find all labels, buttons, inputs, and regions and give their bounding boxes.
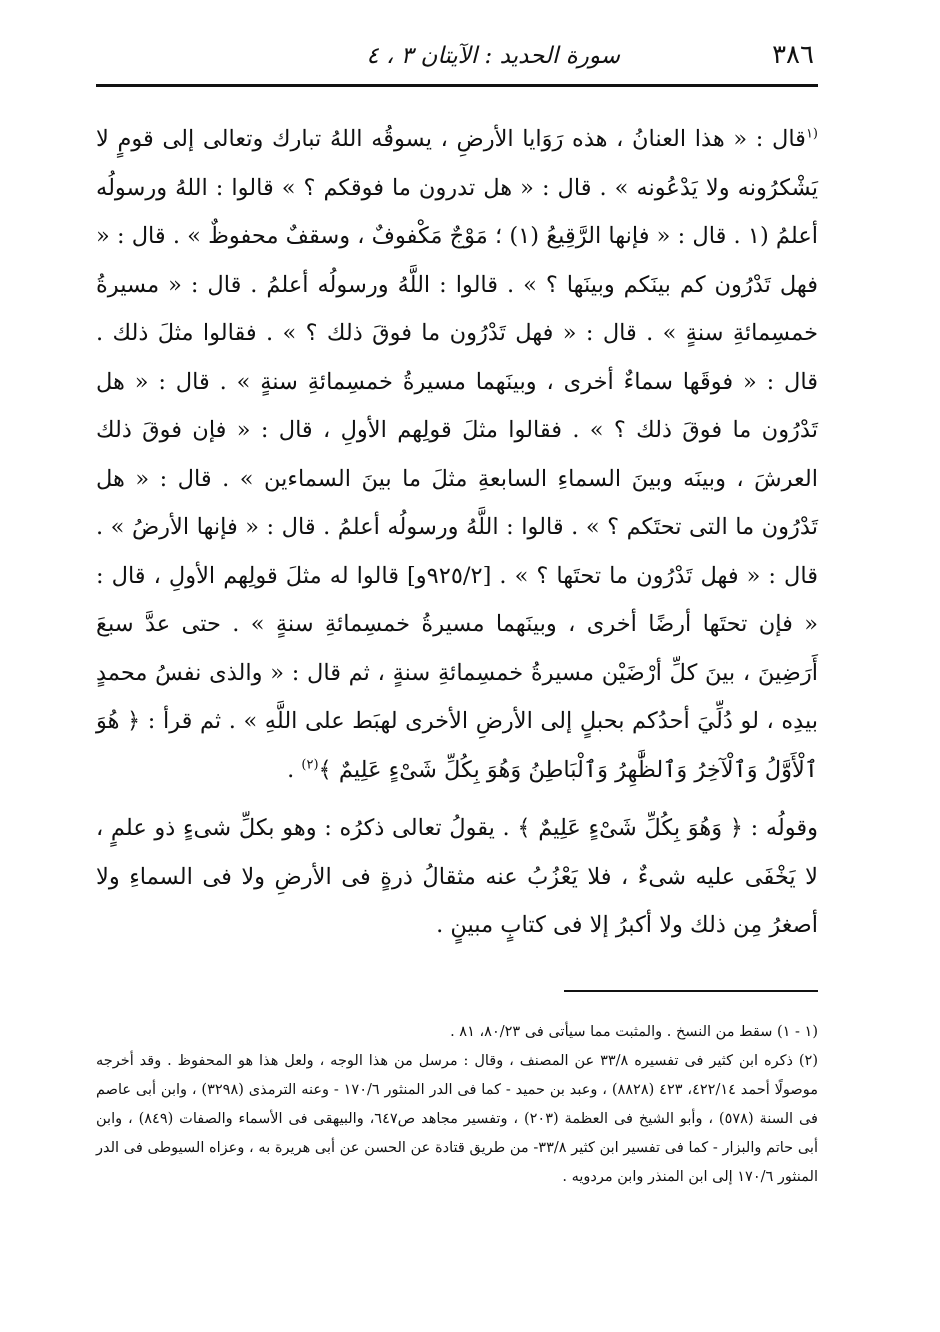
- paragraph: [96, 115, 818, 794]
- book-page: [96, 40, 818, 1192]
- paragraph-text: وقولُه : ﴿ وَهُوَ بِكُلِّ شَىْءٍ عَلِيمٌ ﴾ . يقولُ تعالى ذكرُه : وهو بكلِّ شىءٍ ذو علمٍ ، لا يَخْفَى عليه شىءٌ ، فلا يَعْزُبُ عنه مثقالُ ذرةٍ فى الأرضِ ولا فى السماءِ ولا أصغرُ مِن ذلك ولا أكبرُ إلا فى كتابٍ مبينٍ .: [96, 815, 818, 938]
- paragraph: [96, 804, 818, 950]
- running-title: سورة الحديد : الآيتان ٣ ، ٤: [366, 43, 620, 69]
- main-text: [96, 115, 818, 950]
- paragraph-end: .: [287, 756, 302, 783]
- running-header: [96, 40, 818, 87]
- footnote-marker: (١: [805, 126, 818, 142]
- footnote: (٢) ذكره ابن كثير فى تفسيره ٣٣/٨ عن المصنف ، وقال : مرسل من هذا الوجه ، ولعل هذا هو المحفوظ . وقد أخرجه موصولًا أحمد ٤٢٢/١٤، ٤٢٣ (٨٨٢٨) ، وعبد بن حميد - كما فى الدر المنثور ١٧٠/٦ - وعنه الترمذى (٣٢٩٨) ، وابن أبى عاصم فى السنة (٥٧٨) ، وأبو الشيخ فى العظمة (٢٠٣) ، وتفسير مجاهد ص٦٤٧، والبيهقى فى الأسماء والصفات (٨٤٩) ، وابن أبى حاتم والبزار - كما فى تفسير ابن كثير ٣٣/٨- من طريق قتادة عن الحسن عن أبى هريرة به ، وعزاه السيوطى فى الدر المنثور ١٧٠/٦ إلى ابن المنذر وابن مردويه .: [96, 1052, 818, 1185]
- paragraph-text: قال : « هذا العنانُ ، هذه رَوَايا الأرضِ ، يسوقُه اللهُ تبارك وتعالى إلى قومٍ لا يَشْكرُونه ولا يَدْعُونه » . قال : « هل تدرون ما فوقكم ؟ » قالوا : اللهُ ورسولُه أعلمُ (١ . قال : « فإنها الرَّقِيعُ (١) ؛ مَوْجٌ مَكْفوفٌ ، وسقفٌ محفوظٌ » . قال : « فهل تَدْرُون كم بينَكم وبينَها ؟ » . قالوا : اللَّهُ ورسولُه أعلمُ . قال : « مسيرةُ خمسِمائةِ سنةٍ » . قال : « فهل تَدْرُون ما فوقَ ذلك ؟ » . فقالوا مثلَ ذلك . قال : « فوقَها سماءٌ أخرى ، وبينَهما مسيرةُ خمسِمائةِ سنةٍ » . قال : « هل تَدْرُون ما فوقَ ذلك ؟ » . فقالوا مثلَ قولِهم الأولِ ، قال : « فإن فوقَ ذلك العرشَ ، وبينَه وبينَ السماءِ السابعةِ مثلَ ما بينَ السماءين » . قال : « هل تَدْرُون ما التى تحتَكم ؟ » . قالوا : اللَّهُ ورسولُه أعلمُ . قال : « فإنها الأرضُ » . قال : « فهل تَدْرُون ما تحتَها ؟ » . [٩٢٥/٢و] قالوا له مثلَ قولِهم الأولِ ، قال : « فإن تحتَها أرضًا أخرى ، وبينَهما مسيرةُ خمسِمائةِ سنةٍ » . حتى عدَّ سبعَ أَرَضِينَ ، بينَ كلِّ أرْضَيْن مسيرةُ خمسِمائةِ سنةٍ ، ثم قال : « والذى نفسُ محمدٍ بيدِه ، لو دُلِّيَ أحدُكم بحبلٍ إلى الأرضِ الأخرى لهبَط على اللَّهِ » . ثم قرأ : ﴿ هُوَ ٱلْأَوَّلُ وَٱلْآخِرُ وَٱلظَّٰهِرُ وَٱلْبَاطِنُ وَهُوَ بِكُلِّ شَىْءٍ عَلِيمٌ ﴾: [96, 126, 818, 783]
- footnote-separator: [564, 990, 818, 992]
- footnote-marker: (٢): [301, 757, 319, 772]
- page-number: ٣٨٦: [772, 40, 814, 70]
- footnote: (١ - ١) سقط من النسخ . والمثبت مما سيأتى فى ٨٠/٢٣، ٨١ .: [450, 1023, 818, 1040]
- footnotes: [96, 1018, 818, 1192]
